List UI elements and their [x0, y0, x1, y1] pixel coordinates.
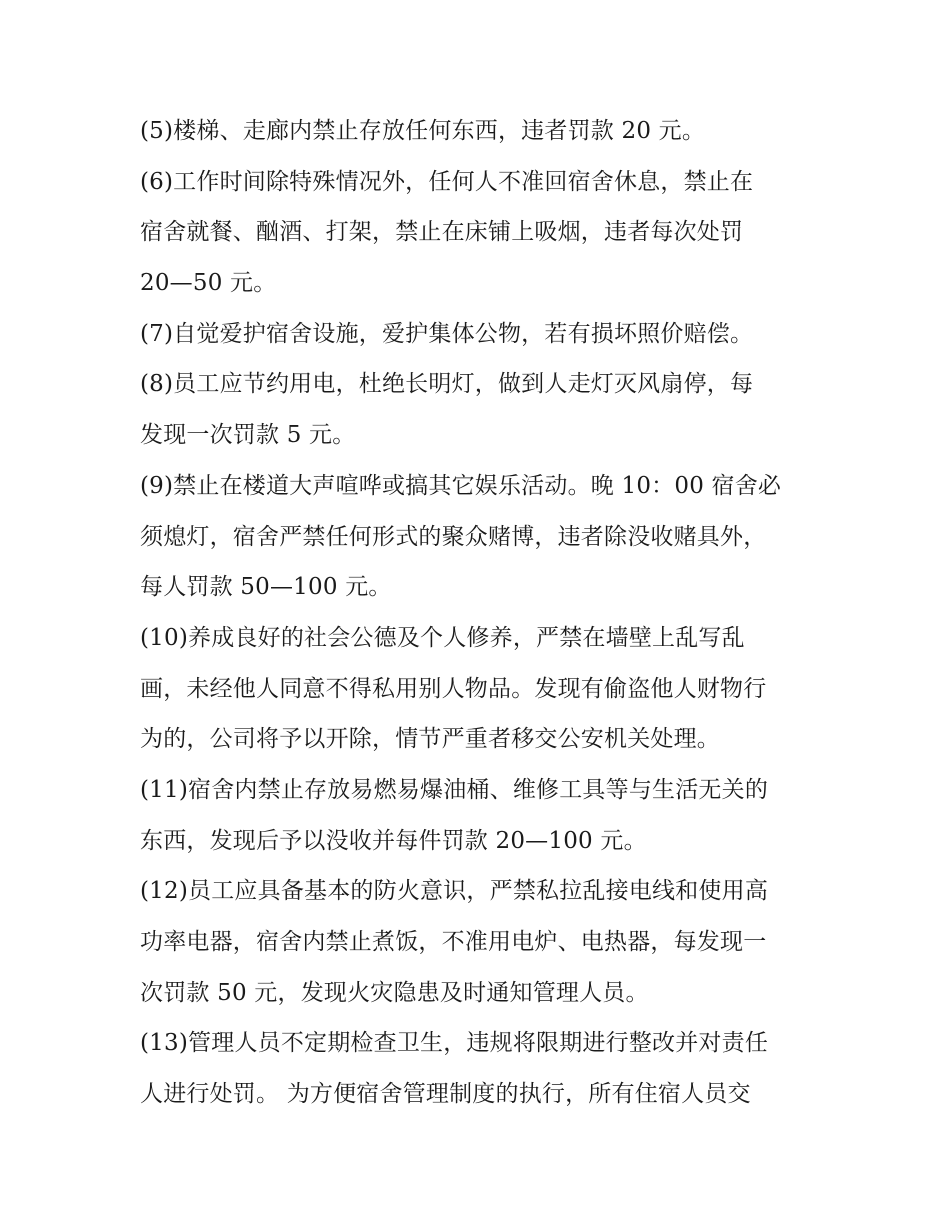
text-line: (11)宿舍内禁止存放易燃易爆油桶、维修工具等与生活无关的	[140, 776, 769, 803]
text-line: (13)管理人员不定期检查卫生，违规将限期进行整改并对责任	[140, 1030, 769, 1057]
text-line: 功率电器，宿舍内禁止煮饭，不准用电炉、电热器，每发现一	[140, 929, 767, 955]
document-body	[140, 106, 830, 1120]
text-line: 画，未经他人同意不得私用别人物品。发现有偷盗他人财物行	[140, 675, 767, 702]
text-line: 东西，发现后予以没收并每件罚款 20—100 元。	[140, 827, 647, 854]
text-line: 20—50 元。	[140, 270, 277, 297]
text-line: (10)养成良好的社会公德及个人修养，严禁在墙壁上乱写乱	[140, 624, 745, 651]
text-line: (8)员工应节约用电，杜绝长明灯，做到人走灯灭风扇停，每	[140, 371, 754, 398]
text-line: 宿舍就餐、酗酒、打架，禁止在床铺上吸烟，违者每次处罚	[140, 219, 744, 246]
text-line: (5)楼梯、走廊内禁止存放任何东西，违者罚款 20 元。	[140, 118, 706, 144]
text-line: 人进行处罚。 为方便宿舍管理制度的执行，所有住宿人员交	[140, 1081, 751, 1108]
text-line: (12)员工应具备基本的防火意识，严禁私拉乱接电线和使用高	[140, 878, 769, 905]
text-line: 每人罚款 50—100 元。	[140, 574, 392, 601]
text-line: (6)工作时间除特殊情况外，任何人不准回宿舍休息，禁止在	[140, 168, 754, 195]
text-line: (9)禁止在楼道大声喧哗或搞其它娱乐活动。晚 10：00 宿舍必	[140, 472, 782, 499]
text-line: (7)自觉爱护宿舍设施，爱护集体公物，若有损坏照价赔偿。	[140, 320, 754, 347]
text-line: 次罚款 50 元，发现火灾隐患及时通知管理人员。	[140, 979, 649, 1006]
text-line: 发现一次罚款 5 元。	[140, 422, 356, 449]
text-line: 为的，公司将予以开除，情节严重者移交公安机关处理。	[140, 726, 720, 753]
text-line: 须熄灯，宿舍严禁任何形式的聚众赌博，违者除没收赌具外，	[140, 523, 767, 550]
